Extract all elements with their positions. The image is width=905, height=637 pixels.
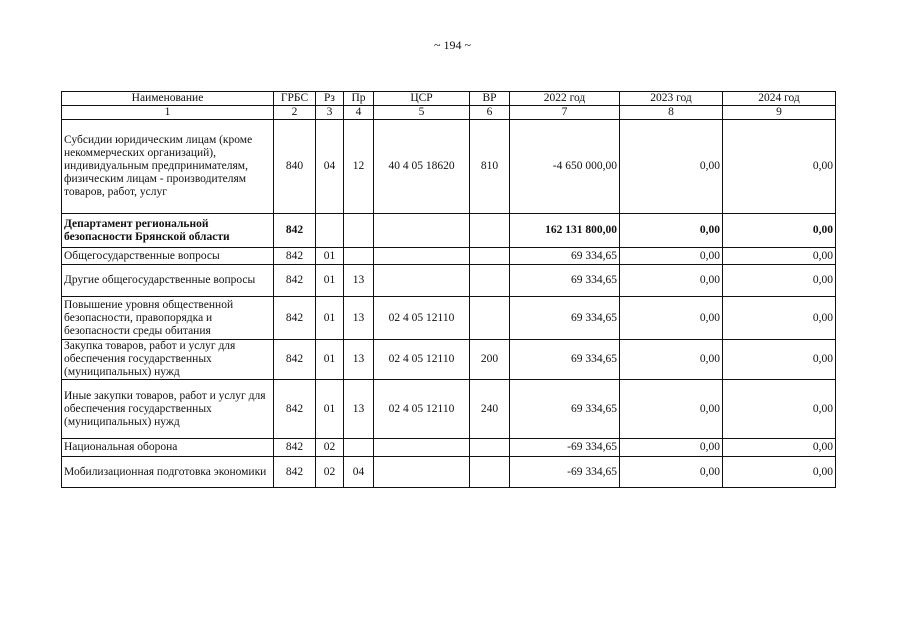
row-csr: 02 4 05 12110	[374, 380, 470, 439]
row-amount-2024: 0,00	[723, 248, 836, 265]
row-name: Национальная оборона	[62, 439, 274, 457]
row-grbs: 842	[274, 439, 316, 457]
table-row	[62, 214, 836, 248]
row-amount-2024: 0,00	[723, 380, 836, 439]
row-amount-2022: 69 334,65	[510, 380, 620, 439]
column-number: 5	[374, 106, 470, 120]
column-number: 9	[723, 106, 836, 120]
column-number: 7	[510, 106, 620, 120]
header-row	[62, 92, 836, 106]
row-vr: 240	[470, 380, 510, 439]
row-amount-2023: 0,00	[620, 439, 723, 457]
column-number: 4	[344, 106, 374, 120]
row-grbs: 842	[274, 297, 316, 340]
row-amount-2023: 0,00	[620, 120, 723, 214]
row-name: Мобилизационная подготовка экономики	[62, 457, 274, 488]
row-amount-2024: 0,00	[723, 120, 836, 214]
row-amount-2023: 0,00	[620, 214, 723, 248]
row-pr: 13	[344, 340, 374, 380]
table-row	[62, 380, 836, 439]
table-row	[62, 439, 836, 457]
row-name: Другие общегосударственные вопросы	[62, 265, 274, 297]
row-pr: 13	[344, 265, 374, 297]
row-rz: 01	[316, 297, 344, 340]
row-rz: 01	[316, 340, 344, 380]
column-number: 8	[620, 106, 723, 120]
row-name: Повышение уровня общественной безопасности, правопорядка и безопасности среды обитания	[62, 297, 274, 340]
row-amount-2024: 0,00	[723, 265, 836, 297]
table-row	[62, 120, 836, 214]
row-csr	[374, 457, 470, 488]
table-row	[62, 340, 836, 380]
row-pr	[344, 248, 374, 265]
row-amount-2022: -69 334,65	[510, 439, 620, 457]
header-2023: 2023 год	[620, 92, 723, 106]
column-number: 3	[316, 106, 344, 120]
row-amount-2024: 0,00	[723, 340, 836, 380]
row-rz	[316, 214, 344, 248]
row-grbs: 842	[274, 340, 316, 380]
column-number: 6	[470, 106, 510, 120]
row-grbs: 842	[274, 380, 316, 439]
row-rz: 04	[316, 120, 344, 214]
row-csr: 02 4 05 12110	[374, 340, 470, 380]
header-csr: ЦСР	[374, 92, 470, 106]
row-amount-2022: -69 334,65	[510, 457, 620, 488]
row-csr	[374, 248, 470, 265]
row-amount-2024: 0,00	[723, 439, 836, 457]
row-csr: 02 4 05 12110	[374, 297, 470, 340]
row-amount-2022: 69 334,65	[510, 265, 620, 297]
row-amount-2023: 0,00	[620, 248, 723, 265]
row-grbs: 842	[274, 248, 316, 265]
row-amount-2024: 0,00	[723, 214, 836, 248]
header-name: Наименование	[62, 92, 274, 106]
row-grbs: 842	[274, 214, 316, 248]
row-grbs: 842	[274, 265, 316, 297]
row-name: Департамент региональной безопасности Брянской области	[62, 214, 274, 248]
header-2024: 2024 год	[723, 92, 836, 106]
row-amount-2023: 0,00	[620, 265, 723, 297]
row-pr: 12	[344, 120, 374, 214]
row-pr: 13	[344, 297, 374, 340]
row-pr: 13	[344, 380, 374, 439]
header-rz: Рз	[316, 92, 344, 106]
page-number: ~ 194 ~	[434, 38, 471, 52]
row-amount-2023: 0,00	[620, 297, 723, 340]
column-number-row	[62, 106, 836, 120]
row-name: Субсидии юридическим лицам (кроме некоммерческих организаций), индивидуальным предпринимателям, физическим лицам - производителям товаров, работ, услуг	[62, 120, 274, 214]
row-pr	[344, 214, 374, 248]
row-vr	[470, 248, 510, 265]
row-vr: 810	[470, 120, 510, 214]
row-grbs: 842	[274, 457, 316, 488]
row-amount-2024: 0,00	[723, 457, 836, 488]
budget-table	[61, 91, 836, 488]
header-vr: ВР	[470, 92, 510, 106]
header-grbs: ГРБС	[274, 92, 316, 106]
row-amount-2023: 0,00	[620, 457, 723, 488]
row-csr	[374, 214, 470, 248]
row-amount-2022: 69 334,65	[510, 340, 620, 380]
row-amount-2022: 162 131 800,00	[510, 214, 620, 248]
table-row	[62, 248, 836, 265]
row-grbs: 840	[274, 120, 316, 214]
row-csr	[374, 439, 470, 457]
table-row	[62, 265, 836, 297]
row-vr: 200	[470, 340, 510, 380]
row-pr	[344, 439, 374, 457]
row-rz: 02	[316, 439, 344, 457]
row-rz: 01	[316, 265, 344, 297]
table-row	[62, 297, 836, 340]
header-pr: Пр	[344, 92, 374, 106]
row-amount-2022: 69 334,65	[510, 297, 620, 340]
row-vr	[470, 214, 510, 248]
row-name: Закупка товаров, работ и услуг для обеспечения государственных (муниципальных) нужд	[62, 340, 274, 380]
row-amount-2023: 0,00	[620, 340, 723, 380]
row-rz: 02	[316, 457, 344, 488]
row-name: Иные закупки товаров, работ и услуг для обеспечения государственных (муниципальных) нужд	[62, 380, 274, 439]
row-vr	[470, 439, 510, 457]
row-amount-2022: 69 334,65	[510, 248, 620, 265]
row-name: Общегосударственные вопросы	[62, 248, 274, 265]
column-number: 1	[62, 106, 274, 120]
row-csr: 40 4 05 18620	[374, 120, 470, 214]
column-number: 2	[274, 106, 316, 120]
row-vr	[470, 265, 510, 297]
table-row	[62, 457, 836, 488]
row-amount-2023: 0,00	[620, 380, 723, 439]
row-pr: 04	[344, 457, 374, 488]
row-rz: 01	[316, 248, 344, 265]
row-vr	[470, 457, 510, 488]
row-amount-2022: -4 650 000,00	[510, 120, 620, 214]
row-csr	[374, 265, 470, 297]
row-amount-2024: 0,00	[723, 297, 836, 340]
header-2022: 2022 год	[510, 92, 620, 106]
row-vr	[470, 297, 510, 340]
row-rz: 01	[316, 380, 344, 439]
